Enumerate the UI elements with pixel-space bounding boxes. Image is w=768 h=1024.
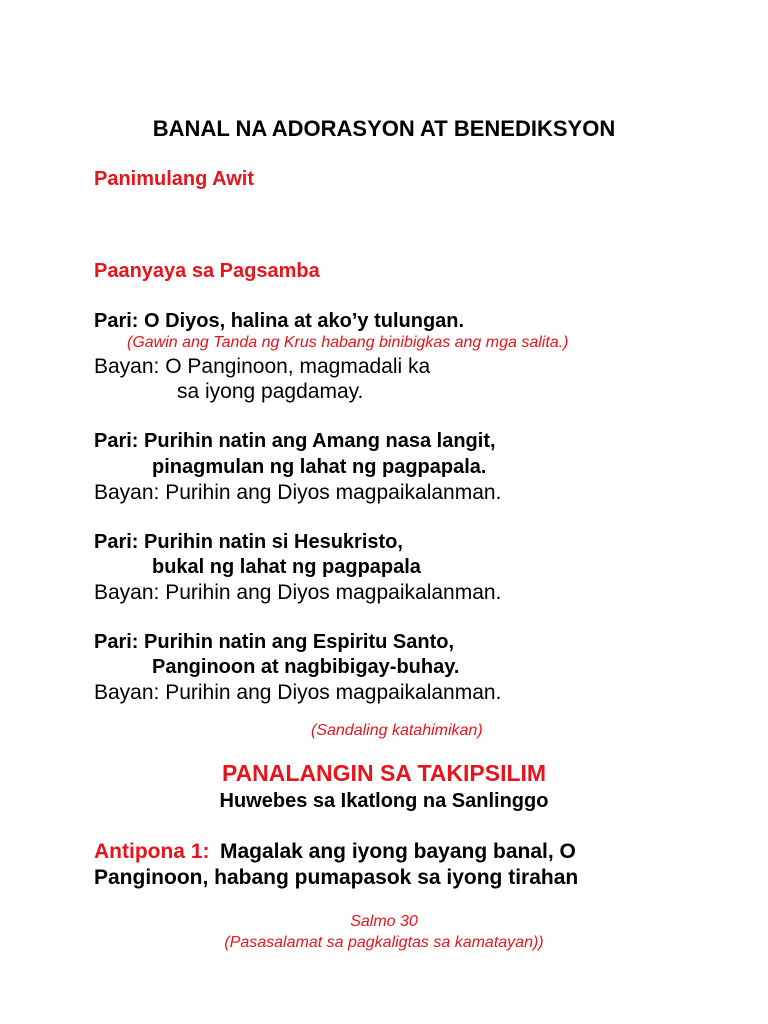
section-heading-opening-song: Panimulang Awit [94, 168, 255, 190]
rubric-note: (Gawin ang Tanda ng Krus habang binibigkas ang mga salita.) [127, 334, 569, 351]
evening-prayer-heading: PANALANGIN SA TAKIPSILIM [221, 760, 547, 786]
psalm-subtitle: (Pasasalamat sa pagkaligtas sa kamatayan)) [224, 934, 544, 951]
priest-line2: Panginoon at nagbibigay-buhay. [152, 656, 460, 678]
people-response-line2: sa iyong pagdamay. [177, 380, 364, 403]
silence-rubric: (Sandaling katahimikan) [311, 722, 483, 739]
antiphon-label: Antipona 1: [94, 840, 210, 863]
antiphon-line1 [94, 841, 576, 862]
priest-line: Pari: O Diyos, halina at ako’y tulungan. [94, 310, 465, 332]
antiphon-text: Magalak ang iyong bayang banal, O [219, 840, 576, 863]
antiphon-line2: Panginoon, habang pumapasok sa iyong tirahan [94, 866, 579, 889]
priest-line1: Pari: Purihin natin ang Espiritu Santo, [94, 631, 455, 653]
section-heading-invitation: Paanyaya sa Pagsamba [94, 260, 320, 282]
people-response-line1: Bayan: O Panginoon, magmadali ka [94, 355, 431, 378]
document-title: BANAL NA ADORASYON AT BENEDIKSYON [152, 116, 616, 141]
priest-line1: Pari: Purihin natin si Hesukristo, [94, 531, 403, 553]
people-response: Bayan: Purihin ang Diyos magpaikalanman. [94, 681, 502, 704]
priest-line2: bukal ng lahat ng pagpapala [152, 556, 421, 578]
people-response: Bayan: Purihin ang Diyos magpaikalanman. [94, 481, 502, 504]
priest-line1: Pari: Purihin natin ang Amang nasa langit, [94, 430, 496, 452]
psalm-title: Salmo 30 [350, 913, 418, 930]
people-response: Bayan: Purihin ang Diyos magpaikalanman. [94, 581, 502, 604]
evening-prayer-subheading: Huwebes sa Ikatlong na Sanlinggo [219, 790, 549, 812]
priest-line2: pinagmulan ng lahat ng pagpapala. [152, 456, 487, 478]
